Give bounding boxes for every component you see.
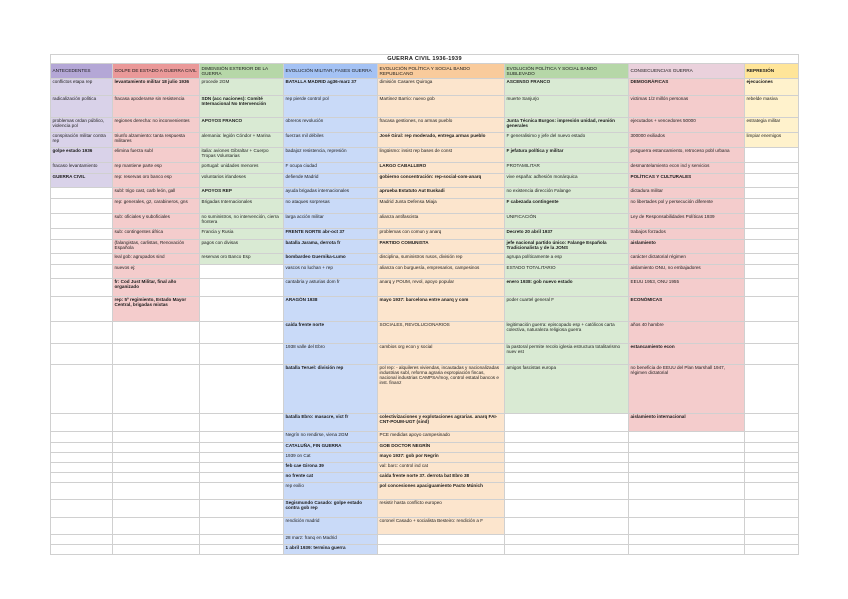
table-cell: portugal: unidades menores [200,163,284,174]
table-cell: rep: generales, gz, carabineros, gns [113,199,200,214]
table-cell: golpe estado 1936 [51,148,113,163]
table-cell: anarq y POUM, revol, apoyo popular [378,279,505,297]
table-cell [113,344,200,365]
table-cell: PCE medidas apoyo campesinado [378,432,505,443]
table-cell [200,414,284,432]
table-cell: estrategia militar [745,118,799,133]
table-cell [629,545,745,555]
table-cell [200,518,284,535]
table-cell [745,463,799,473]
table-cell [51,279,113,297]
table-cell: Junta Técnica Burgos: impresión unidad, reunión generales [505,118,629,133]
table-cell [505,518,629,535]
table-cell [745,279,799,297]
table-cell [51,229,113,240]
table-row [51,133,799,148]
table-cell: ASCENSO FRANCO [505,79,629,96]
table-cell [113,463,200,473]
table-cell: lingüismo: insist rep bases de const [378,148,505,163]
header-row [51,64,799,79]
table-cell [200,473,284,483]
table-cell: victimas 1/2 millón personas [629,96,745,118]
table-cell: GOB DOCTOR NEGRÍN [378,443,505,453]
table-cell: obreros revolución [284,118,378,133]
table-cell: poder cuartel general F [505,297,629,322]
table-cell: ECONÓMICAS [629,297,745,322]
column-header: EVOLUCIÓN POLÍTICA Y SOCIAL BANDO SUBLEVADO [505,64,629,79]
table-cell [113,483,200,500]
table-cell: F ocupa ciudad [284,163,378,174]
table-cell: sub: oficiales y suboficiales [113,214,200,229]
table-row [51,463,799,473]
column-header: ANTECEDENTES [51,64,113,79]
table-cell: colectivizaciones y explotaciones agrarias. anarq FAI-CNT-POUM-UGT (sind) [378,414,505,432]
title-row [51,55,799,64]
table-row [51,500,799,518]
table-cell: amigos fascistas europa [505,365,629,414]
table-cell [505,414,629,432]
table-cell [745,365,799,414]
table-cell: triunfo alzamiento: tanta respuesta militares [113,133,200,148]
table-cell [745,500,799,518]
table-cell: badajoz resistencia, represión [284,148,378,163]
table-cell: aislamiento internacional [629,414,745,432]
table-cell: no existencia dirección Falange [505,188,629,199]
table-cell [745,322,799,344]
table-cell [51,545,113,555]
table-cell [51,240,113,254]
table-cell [51,188,113,199]
table-cell [629,432,745,443]
table-cell: limpiar enemigos [745,133,799,148]
table-cell [378,545,505,555]
table-cell: gobierno concentración: rep-social-com-anarq [378,174,505,188]
table-cell: APOYOS REP [200,188,284,199]
table-cell: dimisión Casares Quiroga [378,79,505,96]
table-cell: nuevos ej: [113,265,200,279]
table-cell: larga acción militar [284,214,378,229]
table-row [51,79,799,96]
table-cell: agrupa políticamente a esp [505,254,629,265]
column-header: REPRESIÓN [745,64,799,79]
table-row [51,344,799,365]
table-row [51,118,799,133]
table-cell [629,443,745,453]
table-cell: EEUU 1953, ONU 1955 [629,279,745,297]
table-cell [629,453,745,463]
table-cell: radicalización política [51,96,113,118]
table-cell: SOCIALES, REVOLUCIONARIOS [378,322,505,344]
table-cell [113,453,200,463]
table-cell: F cabezada contingente [505,199,629,214]
table-cell: aprueba Estatuto Aut Euskadi [378,188,505,199]
table-cell: Decreto 20 abril 1937 [505,229,629,240]
table-cell: Martinez Barrio: nuevo gob [378,96,505,118]
table-row [51,535,799,545]
table-cell [113,322,200,344]
table-cell: años 40 hambre [629,322,745,344]
table-cell [505,443,629,453]
table-cell: no frente cat [284,473,378,483]
table-cell: la pastoral permite recolo iglesia estructura totalitarismo nuev est [505,344,629,365]
table-cell [505,453,629,463]
table-cell: posguerra estancamiento, retroceso pobl urbana [629,148,745,163]
table-cell: voluntarios irlandeses [200,174,284,188]
table-cell [51,443,113,453]
table-cell: jefe nacional partido único: Falange Española Tradicionalista y de la JONS [505,240,629,254]
table-cell: alemania: legión Cóndor + Marina [200,133,284,148]
table-cell [745,453,799,463]
table-row [51,453,799,463]
table-cell: 1939 on Cat [284,453,378,463]
table-cell [745,163,799,174]
table-cell: rep mantiene parte esp [113,163,200,174]
table-cell: reservas oro Banco Esp [200,254,284,265]
table-cell: vascos no luchan + rep [284,265,378,279]
table-cell: italia: aviones Gibraltar + Cuerpo Tropas Voluntarias [200,148,284,163]
table-cell: no ataques sorpresas [284,199,378,214]
table-cell: 28 marz: franq en Madrid [284,535,378,545]
table-cell: ejecuciones [745,79,799,96]
table-cell [505,535,629,545]
table-cell: POLÍTICAS Y CULTURALES [629,174,745,188]
table-cell: no libertades pol y persecución diferente [629,199,745,214]
table-cell [51,297,113,322]
table-cell: rebelde masiva [745,96,799,118]
table-cell [200,265,284,279]
table-cell: José Giral: rep moderado, entrega armas pueblo [378,133,505,148]
table-cell [200,443,284,453]
table-cell [200,500,284,518]
table-row [51,199,799,214]
table-cell: defiende Madrid [284,174,378,188]
table-cell: Segismundo Casado: golpe estado contra gob rep [284,500,378,518]
table-cell: procede 2GM [200,79,284,96]
table-cell: pol concesiones apaciguamiento Pacto Múnich [378,483,505,500]
table-cell: regiones derecha: no inconvenientes [113,118,200,133]
table-cell: levantamiento militar 18 julio 1936 [113,79,200,96]
column-header: GOLPE DE ESTADO A GUERRA CIVIL [113,64,200,79]
table-cell: CATALUÑA, FIN GUERRA [284,443,378,453]
table-cell: problemas ordan público, violencia pol [51,118,113,133]
table-cell [629,463,745,473]
table-cell: feb cae Girona 39 [284,463,378,473]
table-cell: DEMOGRÁFICAS [629,79,745,96]
table-cell: BATALLA MADRID ag36-marz 37 [284,79,378,96]
table-cell: PARTIDO COMUNISTA [378,240,505,254]
table-cell: coronel Casado + socialista Besteiro: rendición a F [378,518,505,535]
table-cell: Brigadas Internacionales [200,199,284,214]
table-cell: resistir hasta conflicto europeo [378,500,505,518]
table-cell: rendición madrid [284,518,378,535]
table-cell: vive españa: adhesión monárquica [505,174,629,188]
table-cell: (falangistas, carlistas, Renovación Española [113,240,200,254]
table-cell: no beneficia de EEUU del Plan Marshall 1947, régimen dictatorial [629,365,745,414]
table-cell: batalla Ebro: masacre, vict fr [284,414,378,432]
table-cell [51,453,113,463]
table-cell: disciplina, suministros rusos, división rep [378,254,505,265]
table-cell [51,518,113,535]
table-cell: F jefatura política y militar [505,148,629,163]
table-cell [745,199,799,214]
table-cell: legitimación guerra: episcopado esp + católicos carta colectiva, naturaleza religiosa guerra [505,322,629,344]
table-cell: sub: contingentes áfrica [113,229,200,240]
table-cell: rep: 5º regimiento, Estado Mayor Central, brigadas mixtas [113,297,200,322]
table-cell: rep: reservas oro banco esp [113,174,200,188]
table-row [51,240,799,254]
table-cell: estancamiento econ [629,344,745,365]
table-cell [745,240,799,254]
table-cell [745,443,799,453]
table-cell: GUERRA CIVIL [51,174,113,188]
table-cell [745,473,799,483]
table-cell [51,535,113,545]
table-cell: aislamiento ONU, no embajadores [629,265,745,279]
table-cell: ESTADO TOTALITARIO [505,265,629,279]
table-cell [745,148,799,163]
table-cell [113,432,200,443]
table-cell [113,414,200,432]
table-cell: val: barc: control ind cat [378,463,505,473]
table-row [51,365,799,414]
table-cell: subl: trigo cast, carb león, gall [113,188,200,199]
table-row [51,473,799,483]
table-cell: dictadura militar [629,188,745,199]
table-cell: batalla Jarama, derrota fr [284,240,378,254]
table-cell: ejecutados + vencedores 50000 [629,118,745,133]
table-cell: pagos con divisas [200,240,284,254]
table-cell [200,463,284,473]
table-cell [113,365,200,414]
table-cell: alianza con burguesía, empresarios, campesinos [378,265,505,279]
table-cell: FRENTE NORTE abr-oct 37 [284,229,378,240]
table-cell: fr: Cod Just Militar, final año organizado [113,279,200,297]
table-cell [51,199,113,214]
table-cell [505,500,629,518]
table-row [51,148,799,163]
table-cell: aislamiento [629,240,745,254]
column-header: DIMENSIÓN EXTERIOR DE LA GUERRA [200,64,284,79]
table-cell [629,500,745,518]
table-cell [745,229,799,240]
table-cell [745,483,799,500]
table-cell [113,545,200,555]
table-cell: no suministros, no intervención, cierra frontera [200,214,284,229]
table-cell [51,365,113,414]
table-cell [629,535,745,545]
table-cell [505,432,629,443]
table-cell: Madrid Junta Defensa Miaja [378,199,505,214]
table-cell: fracasa apoderarse sin resistencia [113,96,200,118]
table-cell: cambios org econ y social [378,344,505,365]
table-cell [51,344,113,365]
table-cell [51,463,113,473]
table-cell: conflictos etapa rep [51,79,113,96]
table-cell [113,518,200,535]
table-cell: 1 abril 1939: termina guerra [284,545,378,555]
table-cell: conspiración militar contra rep [51,133,113,148]
table-cell: rep pierde control pol [284,96,378,118]
table-cell [200,483,284,500]
table-cell [51,322,113,344]
table-cell [51,432,113,443]
table-cell [629,473,745,483]
table-cell: F generalisimo y jefe del nuevo estado [505,133,629,148]
table-cell [51,414,113,432]
table-row [51,432,799,443]
table-cell [745,174,799,188]
table-cell: fracaso levantamiento [51,163,113,174]
table-cell [113,500,200,518]
table-row [51,545,799,555]
table-cell: batalla Teruel: división rep [284,365,378,414]
table-cell: cantabria y asturias dom fr [284,279,378,297]
table-cell [200,365,284,414]
table-row [51,414,799,432]
table-row [51,96,799,118]
table-cell: mayo 1937: gob por Negrín [378,453,505,463]
table-cell: Francia y Rusia [200,229,284,240]
table-cell: bombardeo Guernika-Lumo [284,254,378,265]
table-cell: Ley de Responsabilidades Políticas 1939 [629,214,745,229]
table-cell [505,463,629,473]
table-cell: leal gob: agrupados sind [113,254,200,265]
table-cell [200,344,284,365]
table-cell [745,432,799,443]
table-cell: mayo 1937: barcelona entre anarq y com [378,297,505,322]
table-row [51,265,799,279]
table-cell: rep exilio [284,483,378,500]
table-cell: SDN (acc naciones): Comité Internacional No Intervención [200,96,284,118]
table-cell: muerte Sanjurjo [505,96,629,118]
table-row [51,229,799,240]
table-cell [200,453,284,463]
table-cell [629,483,745,500]
table-cell [745,297,799,322]
table-cell: problemas con comun y anarq [378,229,505,240]
table-cell: caída frente norte [284,322,378,344]
table-cell [629,518,745,535]
table-cell: ayuda brigadas internacionales [284,188,378,199]
column-header: EVOLUCIÓN MILITAR, FASES GUERRA [284,64,378,79]
table-cell: alianza antifascista [378,214,505,229]
table-cell: 1938 valle del Ebro [284,344,378,365]
table-cell: enero 1938: gob nuevo estado [505,279,629,297]
table-cell: fuerzas mil débiles [284,133,378,148]
table-cell: Negrín no rendirse, viena 2GM [284,432,378,443]
table-cell: 300000 exiliados [629,133,745,148]
table-cell: desmantelamiento econ ind y servicios [629,163,745,174]
table-row [51,322,799,344]
table-cell [745,414,799,432]
table-cell [505,545,629,555]
column-header: CONSECUENCIAS GUERRA [629,64,745,79]
table-cell [51,214,113,229]
table-row [51,443,799,453]
table-cell [745,265,799,279]
table-cell: ARAGÓN 1938 [284,297,378,322]
table-row [51,297,799,322]
table-cell [113,535,200,545]
table-cell [51,254,113,265]
table-cell: APOYOS FRANCO [200,118,284,133]
table-cell [51,265,113,279]
table-cell [745,545,799,555]
table-cell [200,297,284,322]
civil-war-table [50,54,799,555]
column-header: EVOLUCIÓN POLÍTICA Y SOCIAL BANDO REPUBLICANO [378,64,505,79]
table-cell [200,279,284,297]
table-cell [113,473,200,483]
table-row [51,254,799,265]
table-row [51,188,799,199]
table-cell: PROTAMILITAR [505,163,629,174]
table-cell [745,188,799,199]
table-row [51,518,799,535]
table-cell [745,518,799,535]
table-cell [200,432,284,443]
table-cell [200,545,284,555]
table-cell: pol rep: - alquileres viviendas, incautadas y nacionalizadas industrias subl, reforma agraria expropiación fincas, nacional industrias CAMPSA/moy, control estatal bancos e inst. finanz [378,365,505,414]
table-cell [505,483,629,500]
table-cell [745,214,799,229]
table-row [51,174,799,188]
table-cell [113,443,200,453]
table-cell [200,322,284,344]
table-row [51,163,799,174]
table-cell [51,473,113,483]
table-cell [745,254,799,265]
table-cell: fracasa gestiones, no armas pueblo [378,118,505,133]
table-row [51,483,799,500]
table-cell: carácter dictatorial régimen [629,254,745,265]
table-cell: elimina fuerza subl [113,148,200,163]
table-row [51,214,799,229]
table-cell [51,500,113,518]
table-cell [745,535,799,545]
table-cell [378,535,505,545]
table-cell: trabajos forzados [629,229,745,240]
table-cell [505,473,629,483]
table-row [51,279,799,297]
table-title: GUERRA CIVIL 1936-1939 [51,55,799,64]
table-cell [745,344,799,365]
table-cell: caída frente norte 37. derrota bat Ebro 38 [378,473,505,483]
table-cell: UNIFICACIÓN [505,214,629,229]
table-cell [51,483,113,500]
table-cell [200,535,284,545]
table-cell: LARGO CABALLERO [378,163,505,174]
